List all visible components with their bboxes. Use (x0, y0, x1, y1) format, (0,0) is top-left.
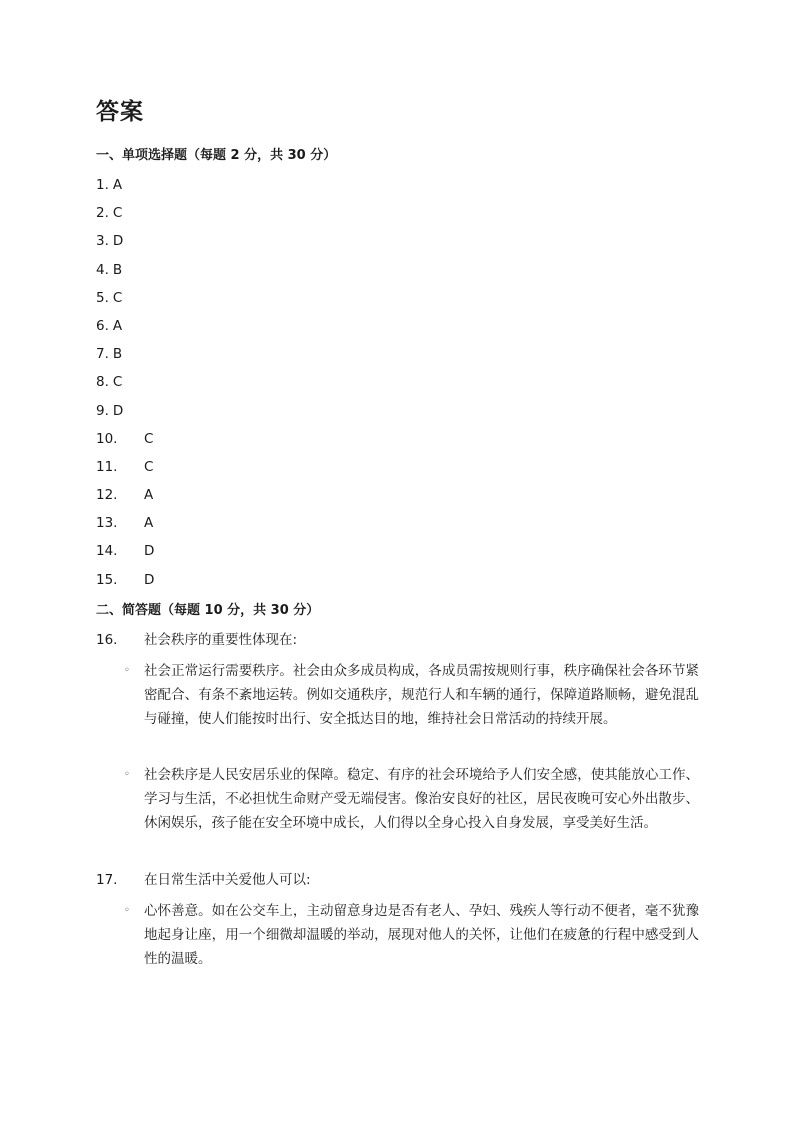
answer-letter: D (144, 571, 155, 588)
question-number: 14. (96, 543, 118, 560)
answer-bullet (124, 763, 699, 835)
question-text: 社会秩序的重要性体现在: (144, 632, 298, 648)
question-number: 2. (96, 205, 109, 222)
answer-item (96, 402, 296, 430)
answer-item (96, 176, 296, 204)
answer-letter: C (112, 289, 123, 306)
question-text: 在日常生活中关爱他人可以: (144, 872, 311, 888)
question-number: 10. (96, 430, 118, 447)
answer-item (96, 204, 296, 232)
answer-letter: A (112, 177, 123, 193)
answer-bullet (124, 659, 699, 731)
short-answer-question-17 (96, 871, 311, 889)
answer-item (96, 571, 296, 599)
answer-letter: B (112, 346, 123, 363)
answer-letter: D (112, 402, 124, 419)
answer-item (96, 373, 296, 401)
section-heading-short-answer: 二、简答题（每题 10 分，共 30 分） (96, 603, 320, 618)
question-number: 1. (96, 177, 109, 193)
question-number: 13. (96, 515, 118, 532)
answer-letter: C (144, 458, 154, 475)
answer-item (96, 458, 296, 486)
answer-letter: D (144, 543, 155, 560)
answer-item (96, 514, 296, 542)
short-answer-question-16 (96, 631, 297, 649)
answer-letter: A (144, 487, 154, 504)
bullet-circle-icon: ◦ (124, 665, 130, 676)
answer-letter: D (112, 233, 124, 250)
question-number: 16. (96, 632, 118, 648)
question-number: 6. (96, 317, 109, 334)
question-number: 5. (96, 289, 109, 306)
section-heading-multiple-choice: 一、单项选择题（每题 2 分，共 30 分） (96, 148, 337, 163)
answer-letter: C (112, 374, 123, 391)
answer-letter: A (112, 317, 123, 334)
bullet-text: 心怀善意。如在公交车上，主动留意身边是否有老人、孕妇、残疾人等行动不便者，毫不犹豫地起身让座，用一个细微却温暖的举动，展现对他人的关怀，让他们在疲惫的行程中感受到人性的温暖。 (144, 903, 699, 967)
answer-letter: C (112, 205, 123, 222)
question-number: 9. (96, 402, 109, 419)
question-number: 3. (96, 233, 109, 250)
question-number: 4. (96, 261, 109, 278)
multiple-choice-answer-list (96, 176, 296, 599)
question-number: 12. (96, 487, 118, 504)
answer-item (96, 317, 296, 345)
answer-letter: A (144, 515, 154, 532)
question-number: 7. (96, 346, 109, 363)
question-number: 15. (96, 571, 118, 588)
answer-letter: C (144, 430, 154, 447)
question-number: 17. (96, 872, 118, 888)
answer-item (96, 542, 296, 570)
answer-item (96, 345, 296, 373)
bullet-text: 社会正常运行需要秩序。社会由众多成员构成，各成员需按规则行事，秩序确保社会各环节紧密配合、有条不紊地运转。例如交通秩序，规范行人和车辆的通行，保障道路顺畅，避免混乱与碰撞，使人们能按时出行、安全抵达目的地，维持社会日常活动的持续开展。 (144, 663, 699, 727)
bullet-text: 社会秩序是人民安居乐业的保障。稳定、有序的社会环境给予人们安全感，使其能放心工作、学习与生活，不必担忧生命财产受无端侵害。像治安良好的社区，居民夜晚可安心外出散步、休闲娱乐，孩子能在安全环境中成长，人们得以全身心投入自身发展，享受美好生活。 (144, 767, 699, 831)
bullet-circle-icon: ◦ (124, 905, 130, 916)
question-number: 11. (96, 458, 118, 475)
answer-bullet (124, 899, 699, 971)
bullet-circle-icon: ◦ (124, 769, 130, 780)
answer-item (96, 486, 296, 514)
answer-item (96, 430, 296, 458)
page-title: 答案 (96, 99, 144, 125)
answer-item (96, 289, 296, 317)
answer-item (96, 261, 296, 289)
answer-item (96, 232, 296, 260)
question-number: 8. (96, 374, 109, 391)
answer-letter: B (112, 261, 123, 278)
